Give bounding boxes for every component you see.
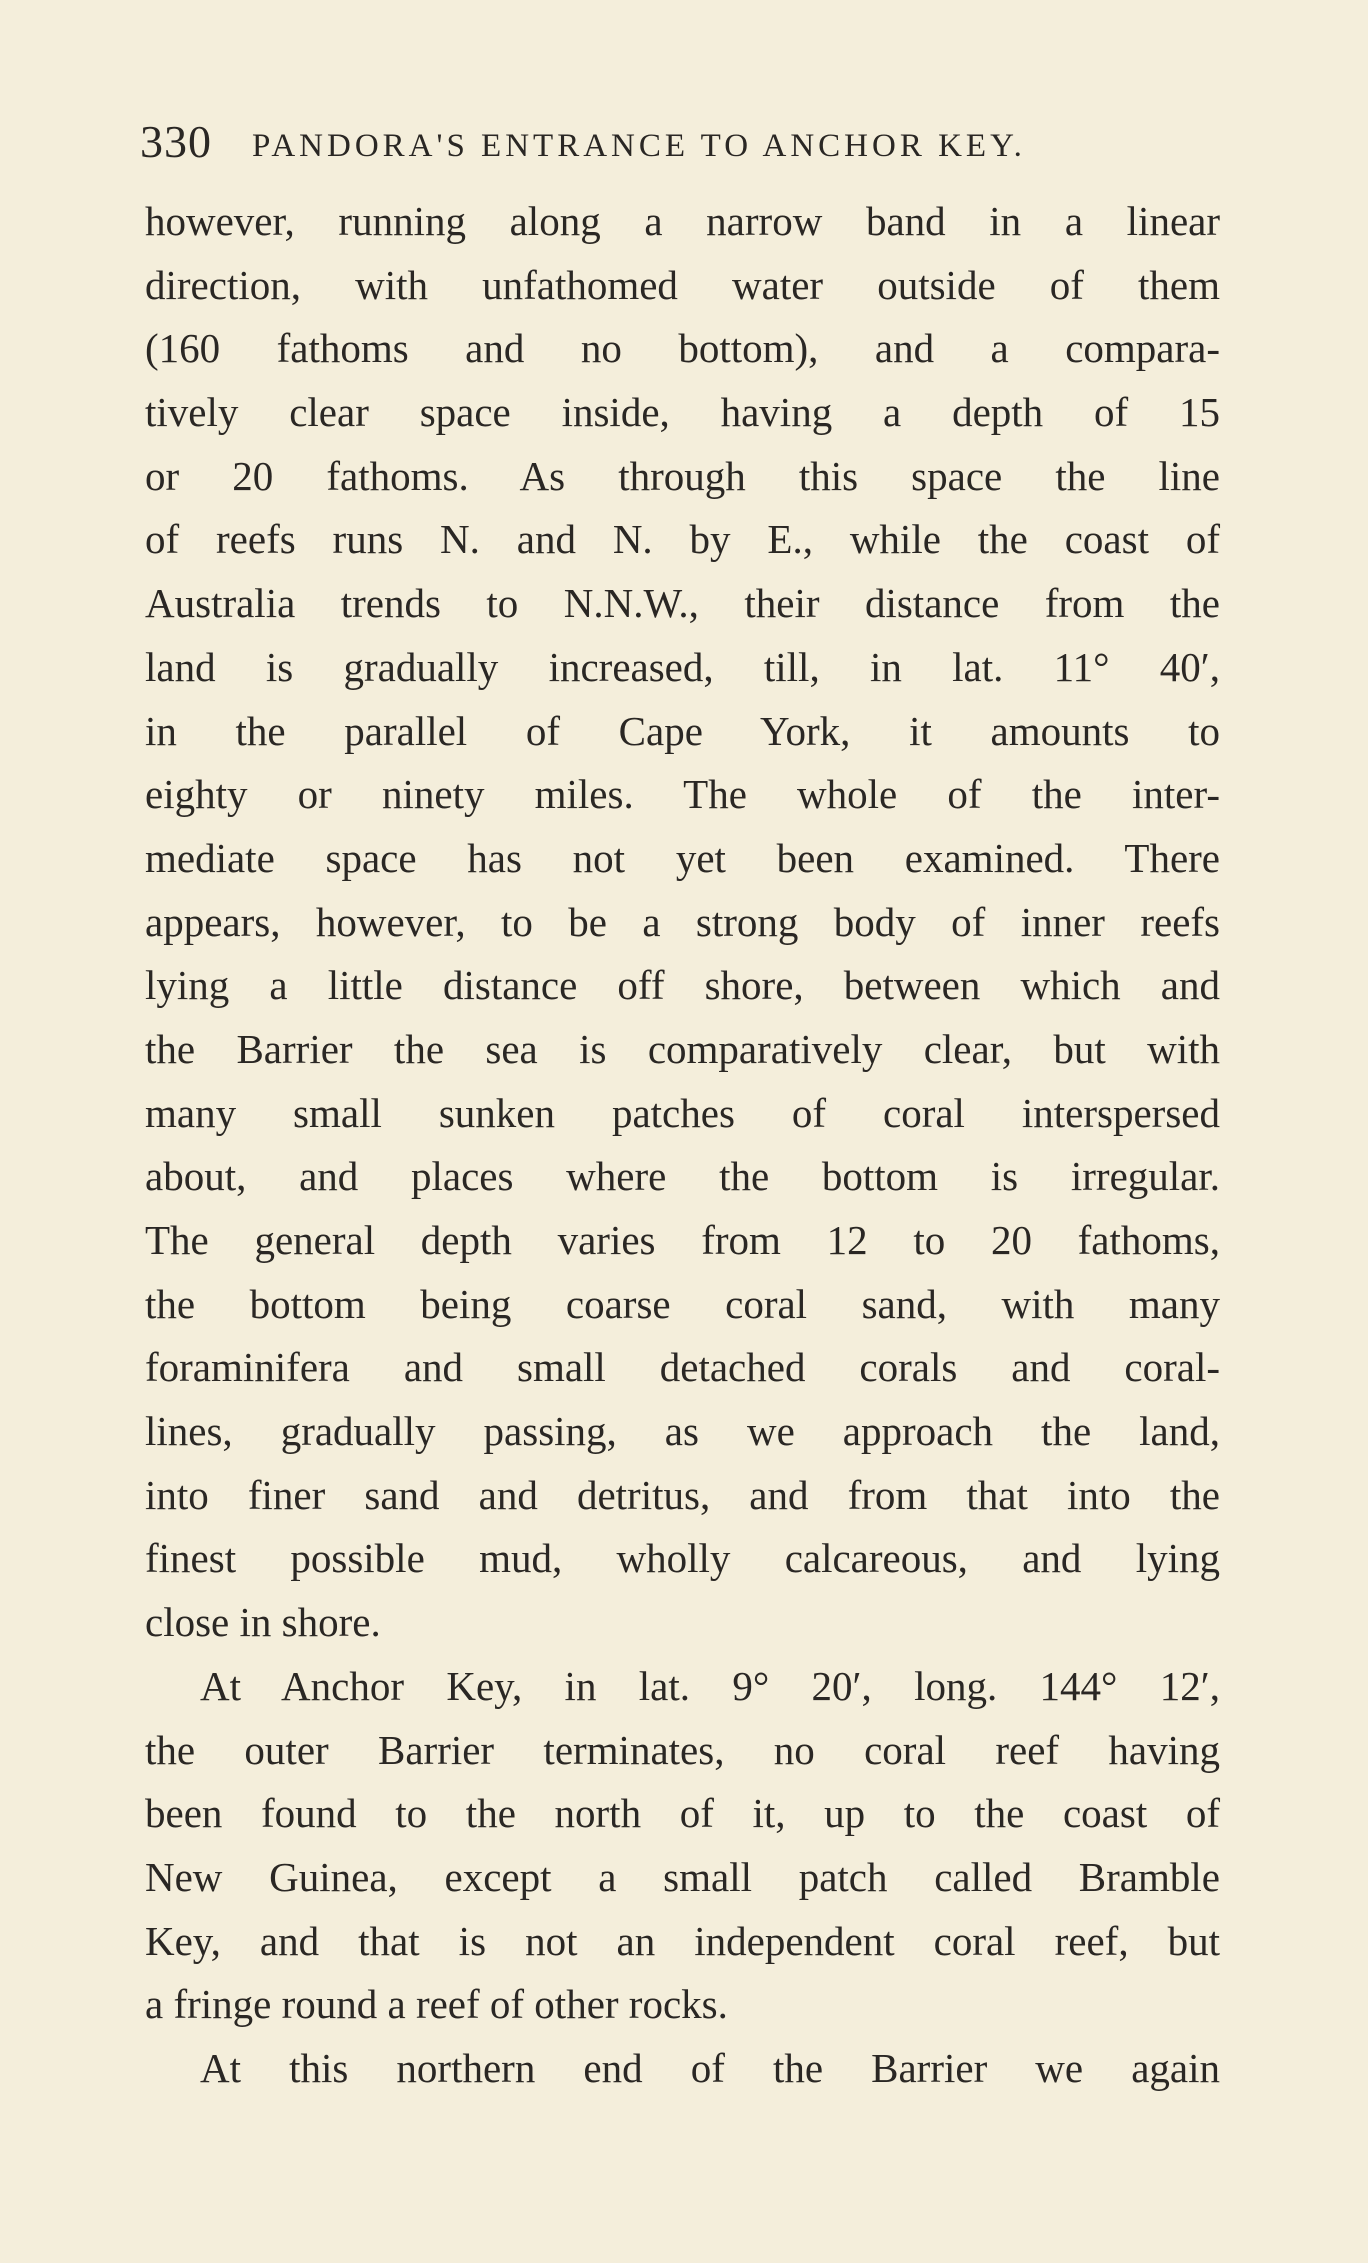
text-line: however, running along a narrow band in a linear [145, 198, 1220, 244]
paragraph-start-line: At Anchor Key, in lat. 9° 20′, long. 144° 12′, [200, 1662, 1220, 1709]
text-line: New Guinea, except a small patch called Bramble [145, 1853, 1220, 1900]
text-line: appears, however, to be a strong body of inner reefs [145, 898, 1220, 945]
page-number: 330 [140, 116, 212, 167]
text-line: the Barrier the sea is comparatively clear, but with [145, 1025, 1220, 1072]
paragraph-start-line: At this northern end of the Barrier we again [200, 2044, 1220, 2091]
text-line: into finer sand and detritus, and from that into the [145, 1471, 1220, 1518]
text-line: tively clear space inside, having a depth of 15 [145, 389, 1220, 436]
text-line: lying a little distance off shore, between which and [145, 962, 1220, 1009]
text-line: direction, with unfathomed water outside of them [145, 261, 1220, 308]
paragraph-end-line: a fringe round a reef of other rocks. [145, 1981, 728, 2028]
text-line: finest possible mud, wholly calcareous, and lying [145, 1535, 1220, 1582]
running-head: PANDORA'S ENTRANCE TO ANCHOR KEY. [252, 128, 1026, 164]
text-line: eighty or ninety miles. The whole of the inter- [145, 771, 1220, 818]
text-line: the bottom being coarse coral sand, with many [145, 1280, 1220, 1327]
page-header [140, 112, 1220, 172]
text-line: Key, and that is not an independent coral reef, but [145, 1917, 1220, 1964]
text-line: in the parallel of Cape York, it amounts to [145, 707, 1220, 754]
text-line: The general depth varies from 12 to 20 fathoms, [145, 1217, 1220, 1263]
paragraph-end-line: close in shore. [145, 1599, 381, 1646]
text-line: mediate space has not yet been examined. There [145, 834, 1220, 881]
text-line: lines, gradually passing, as we approach the land, [145, 1408, 1220, 1455]
text-line: foraminifera and small detached corals and coral- [145, 1344, 1220, 1391]
text-line: Australia trends to N.N.W., their distance from the [145, 580, 1220, 627]
text-line: land is gradually increased, till, in lat. 11° 40′, [145, 643, 1220, 690]
text-line: or 20 fathoms. As through this space the line [145, 452, 1220, 499]
text-line: (160 fathoms and no bottom), and a compara- [145, 325, 1220, 372]
text-line: of reefs runs N. and N. by E., while the coast of [145, 516, 1220, 563]
text-line: the outer Barrier terminates, no coral reef having [145, 1726, 1220, 1773]
body-text [145, 190, 1220, 2101]
text-line: about, and places where the bottom is irregular. [145, 1153, 1220, 1200]
text-line: many small sunken patches of coral interspersed [145, 1089, 1220, 1136]
text-line: been found to the north of it, up to the coast of [145, 1790, 1220, 1837]
